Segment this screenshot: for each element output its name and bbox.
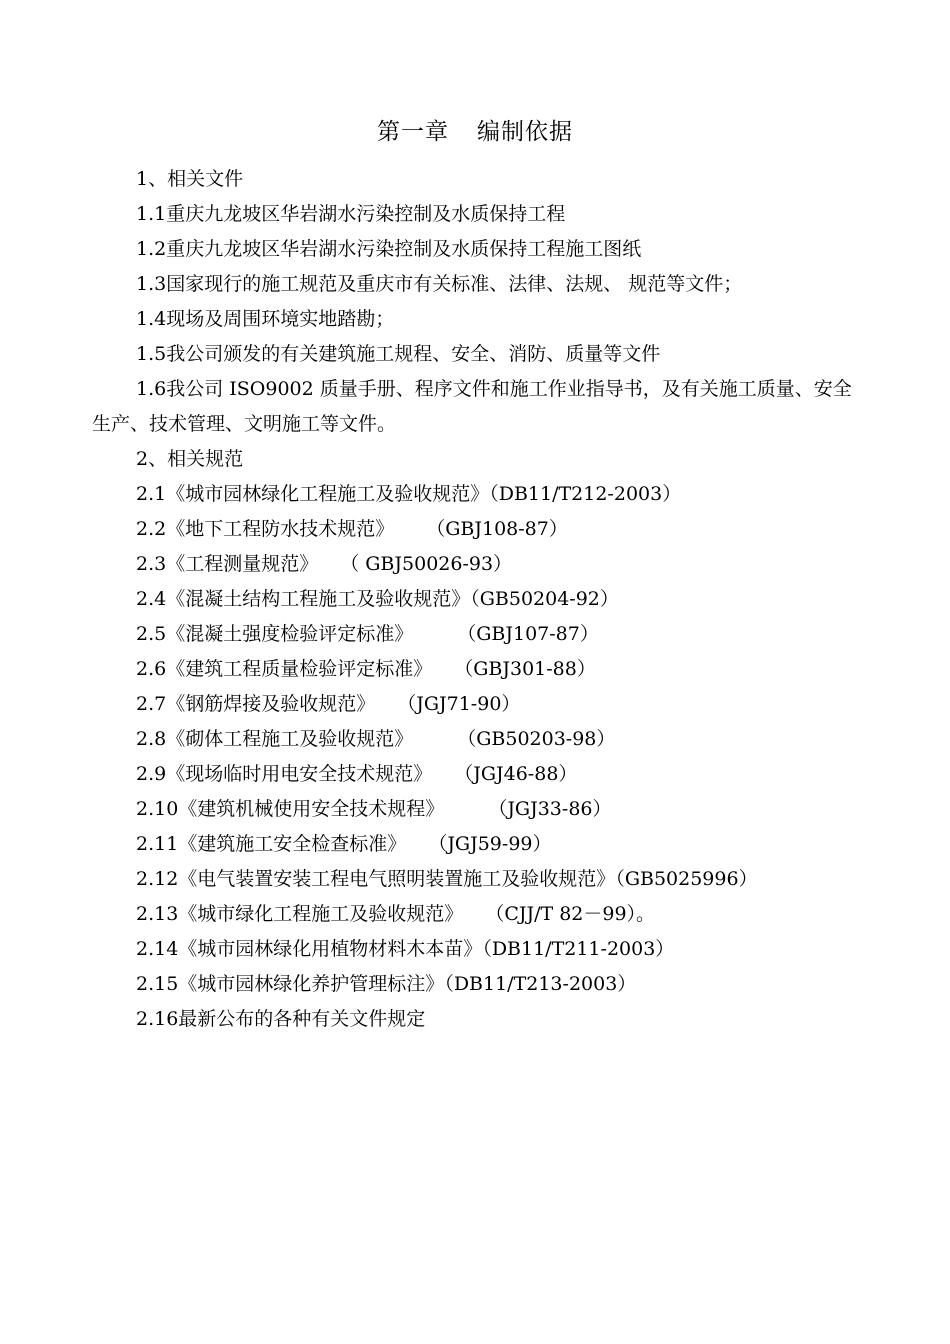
standard-name: 2.5《混凝土强度检验评定标准》 bbox=[136, 623, 414, 645]
list-item bbox=[92, 967, 864, 1002]
standard-code: （GBJ301-88） bbox=[454, 658, 596, 680]
standard-name: 2.3《工程测量规范》 bbox=[136, 553, 319, 575]
list-item bbox=[92, 722, 864, 757]
list-item: 1.2重庆九龙坡区华岩湖水污染控制及水质保持工程施工图纸 bbox=[136, 238, 642, 260]
chapter-name: 编制依据 bbox=[477, 119, 573, 145]
chapter-title bbox=[0, 112, 950, 152]
standard-code: （GB5025996） bbox=[615, 868, 758, 890]
list-item: 1.5我公司颁发的有关建筑施工规程、安全、消防、质量等文件 bbox=[136, 343, 661, 365]
standard-name: 2.7《钢筋焊接及验收规范》 bbox=[136, 693, 376, 715]
standard-code: （JGJ46-88） bbox=[454, 763, 578, 785]
standard-name: 2.8《砌体工程施工及验收规范》 bbox=[136, 728, 414, 750]
chapter-number: 第一章 bbox=[377, 119, 449, 145]
standard-code: （DB11/T212-2003） bbox=[489, 483, 682, 505]
list-item bbox=[92, 512, 864, 547]
list-item bbox=[92, 652, 864, 687]
standard-name: 2.6《建筑工程质量检验评定标准》 bbox=[136, 658, 433, 680]
list-item bbox=[92, 827, 864, 862]
standard-name: 2.15《城市园林绿化养护管理标注》 bbox=[136, 973, 445, 995]
standard-code: （GBJ107-87） bbox=[457, 623, 599, 645]
standard-name: 2.1《城市园林绿化工程施工及验收规范》 bbox=[136, 483, 490, 505]
list-item bbox=[92, 757, 864, 792]
standard-code: （DB11/T211-2003） bbox=[482, 938, 675, 960]
list-item bbox=[92, 687, 864, 722]
standard-name: 2.13《城市绿化工程施工及验收规范》 bbox=[136, 903, 464, 925]
list-item bbox=[92, 862, 864, 897]
standard-name: 2.11《建筑施工安全检查标准》 bbox=[136, 833, 407, 855]
section-heading: 1、相关文件 bbox=[136, 168, 244, 190]
list-item bbox=[92, 792, 864, 827]
standard-name: 2.9《现场临时用电安全技术规范》 bbox=[136, 763, 433, 785]
standard-name: 2.2《地下工程防水技术规范》 bbox=[136, 518, 395, 540]
list-item bbox=[92, 547, 864, 582]
section-heading: 2、相关规范 bbox=[136, 448, 244, 470]
standard-name: 2.4《混凝土结构工程施工及验收规范》 bbox=[136, 588, 471, 610]
standard-code: （JGJ71-90） bbox=[397, 693, 521, 715]
list-item bbox=[92, 617, 864, 652]
document-body bbox=[92, 162, 864, 1037]
standard-code: （DB11/T213-2003） bbox=[444, 973, 637, 995]
standard-name: 2.14《城市园林绿化用植物材料木本苗》 bbox=[136, 938, 483, 960]
list-item: 1.1重庆九龙坡区华岩湖水污染控制及水质保持工程 bbox=[136, 203, 566, 225]
list-item bbox=[92, 932, 864, 967]
standard-name: 2.12《电气装置安装工程电气照明装置施工及验收规范》 bbox=[136, 868, 616, 890]
standard-code: （JGJ59-99） bbox=[428, 833, 552, 855]
standard-code: （GB50203-98） bbox=[457, 728, 616, 750]
standard-code: （CJJ/T 82－99）。 bbox=[485, 903, 656, 925]
list-item bbox=[92, 897, 864, 932]
standard-name: 2.16最新公布的各种有关文件规定 bbox=[136, 1008, 426, 1030]
standard-code: （JGJ33-86） bbox=[488, 798, 612, 820]
list-item bbox=[92, 1002, 864, 1037]
list-item: 1.4现场及周围环境实地踏勘； bbox=[136, 308, 395, 330]
list-item: 1.6我公司 ISO9002 质量手册、程序文件和施工作业指导书，及有关施工质量、安全生产、技术管理、文明施工等文件。 bbox=[92, 378, 852, 435]
list-item bbox=[92, 477, 864, 512]
standard-code: （GBJ108-87） bbox=[426, 518, 568, 540]
list-item: 1.3国家现行的施工规范及重庆市有关标准、法律、法规、 规范等文件； bbox=[136, 273, 743, 295]
standard-code: （GB50204-92） bbox=[470, 588, 619, 610]
list-item bbox=[92, 582, 864, 617]
standard-name: 2.10《建筑机械使用安全技术规程》 bbox=[136, 798, 445, 820]
standard-code: （ GBJ50026-93） bbox=[340, 553, 513, 575]
